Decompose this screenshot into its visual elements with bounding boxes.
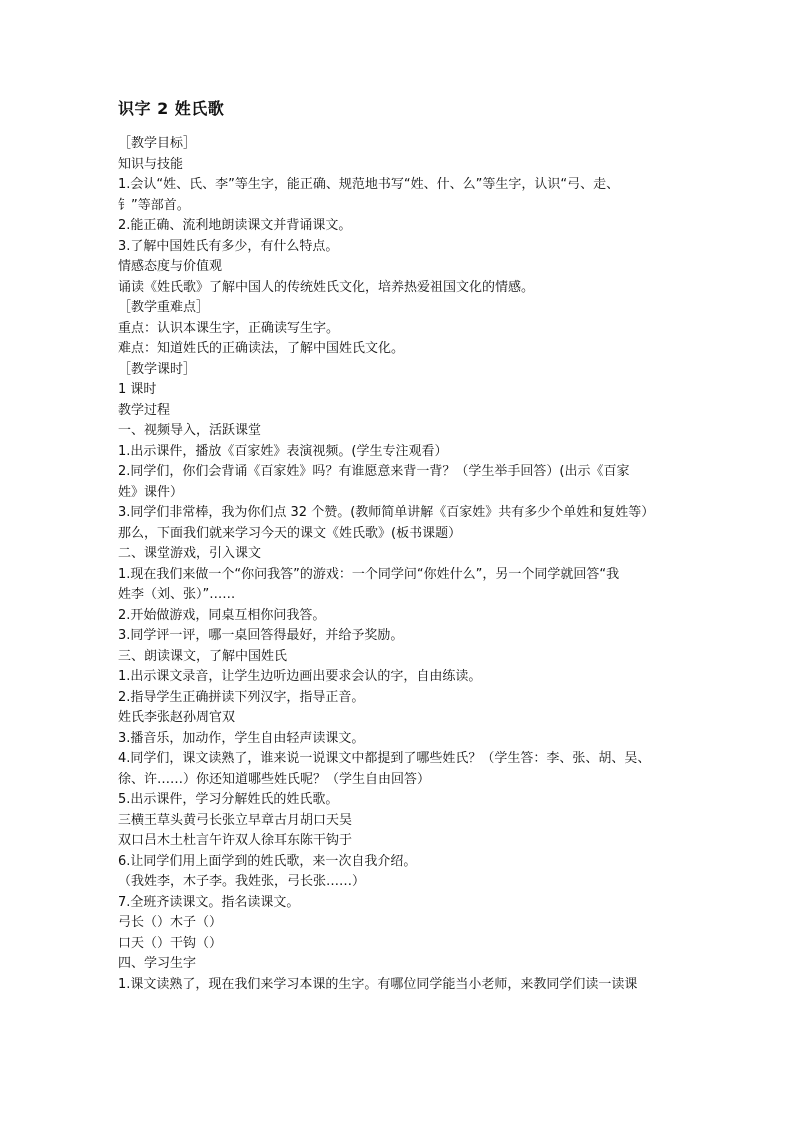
- text-line: 1.出示课文录音，让学生边听边画出要求会认的字，自由练读。: [118, 669, 482, 684]
- text-line: 难点：知道姓氏的正确读法，了解中国姓氏文化。: [118, 341, 405, 356]
- text-line: 3.播音乐，加动作，学生自由轻声读课文。: [118, 730, 365, 746]
- text-line: ［教学目标］: [118, 136, 197, 151]
- text-line: 1.出示课件，播放《百家姓》表演视频。(学生专注观看）: [118, 443, 448, 459]
- text-line: 钅”等部首。: [118, 197, 190, 213]
- text-line: 那么，下面我们就来学习今天的课文《姓氏歌》(板书课题）: [118, 525, 462, 541]
- text-line: （我姓李，木子李。我姓张，弓长张……）: [118, 874, 366, 889]
- text-line: 二、课堂游戏，引入课文: [118, 546, 262, 561]
- text-line: ［教学课时］: [118, 361, 197, 377]
- text-line: 重点：认识本课生字，正确读写生字。: [118, 320, 340, 336]
- text-line: 弓长（）木子（）: [118, 915, 223, 930]
- text-line: 四、学习生字: [118, 956, 197, 971]
- text-line: 7.全班齐读课文。指名读课文。: [118, 894, 300, 910]
- text-line: 双口吕木土杜言午许双人徐耳东陈干钩于: [118, 833, 353, 848]
- page-title: 识字 2 姓氏歌: [118, 99, 225, 118]
- text-line: 徐、许……）你还知道哪些姓氏呢？（学生自由回答）: [118, 771, 431, 787]
- text-line: 姓》课件）: [118, 484, 184, 500]
- text-line: 1.会认“姓、氏、李”等生字，能正确、规范地书写“姓、什、么”等生字，认识“弓、走、: [118, 177, 620, 192]
- text-line: 2.能正确、流利地朗读课文并背诵课文。: [118, 218, 352, 233]
- text-line: 1 课时: [118, 382, 157, 397]
- text-line: 情感态度与价值观: [118, 259, 223, 274]
- text-line: 2.指导学生正确拼读下列汉字，指导正音。: [118, 689, 365, 705]
- text-line: 三、朗读课文，了解中国姓氏: [118, 648, 288, 664]
- text-line: 教学过程: [118, 402, 171, 418]
- text-line: 3.了解中国姓氏有多少，有什么特点。: [118, 238, 339, 254]
- text-line: 三横王草头黄弓长张立早章古月胡口天吴: [118, 812, 353, 828]
- document-body: [118, 134, 678, 995]
- text-line: 口天（）干钩（）: [118, 935, 223, 951]
- text-line: 2.同学们，你们会背诵《百家姓》吗？有谁愿意来背一背？（学生举手回答）(出示《百家: [118, 464, 630, 479]
- text-line: 3.同学们非常棒，我为你们点 32 个赞。(教师简单讲解《百家姓》共有多少个单姓和复姓等）: [118, 505, 655, 520]
- text-line: 知识与技能: [118, 156, 184, 172]
- text-line: 姓李（刘、张）”……: [118, 587, 236, 602]
- text-line: 5.出示课件，学习分解姓氏的姓氏歌。: [118, 792, 339, 807]
- text-line: ［教学重难点］: [118, 300, 210, 315]
- text-line: 2.开始做游戏，同桌互相你问我答。: [118, 607, 326, 623]
- text-line: 1.现在我们来做一个“你问我答”的游戏：一个同学问“你姓什么”，另一个同学就回答“我: [118, 566, 620, 582]
- text-line: 4.同学们，课文读熟了，谁来说一说课文中都提到了哪些姓氏？（学生答：李、张、胡、吴、: [118, 751, 651, 766]
- text-line: 一、视频导入，活跃课堂: [118, 423, 262, 438]
- text-line: 诵读《姓氏歌》了解中国人的传统姓氏文化，培养热爱祖国文化的情感。: [118, 279, 535, 295]
- text-line: 3.同学评一评，哪一桌回答得最好，并给予奖励。: [118, 628, 404, 643]
- text-line: 1.课文读熟了，现在我们来学习本课的生字。有哪位同学能当小老师，来教同学们读一读课: [118, 976, 638, 992]
- text-line: 姓氏李张赵孙周官双: [118, 710, 236, 725]
- text-line: 6.让同学们用上面学到的姓氏歌，来一次自我介绍。: [118, 853, 417, 869]
